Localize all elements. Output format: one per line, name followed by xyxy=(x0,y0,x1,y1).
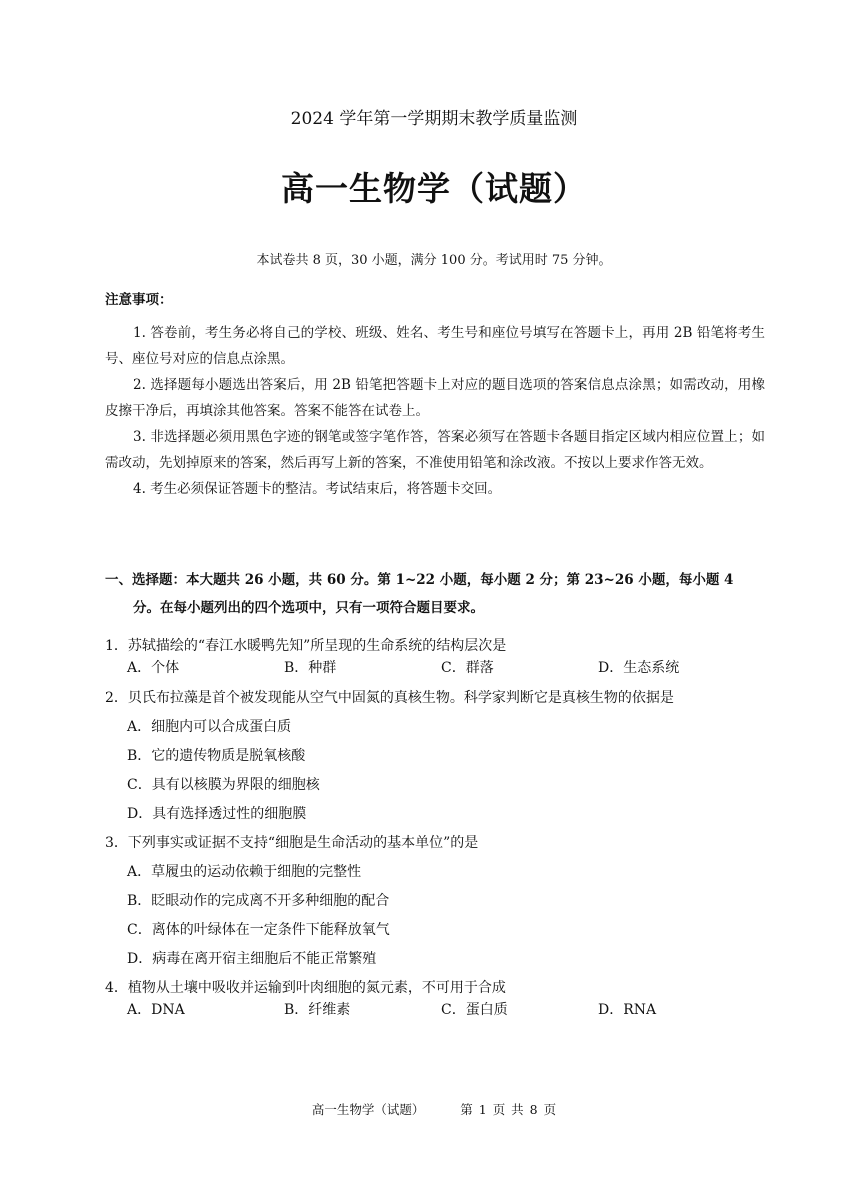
option-group xyxy=(105,713,765,829)
option-d: D．RNA xyxy=(598,1002,657,1018)
question-stem: 2．贝氏布拉藻是首个被发现能从空气中固氮的真核生物。科学家判断它是真核生物的依据是 xyxy=(105,690,674,706)
option-b: B．种群 xyxy=(284,660,337,676)
option-a: A．个体 xyxy=(127,660,180,676)
option-a: A．DNA xyxy=(127,1002,185,1018)
question-list xyxy=(105,632,765,1026)
question-stem: 3．下列事实或证据不支持“细胞是生命活动的基本单位”的是 xyxy=(105,835,479,851)
notice-item: 1. 答卷前，考生务必将自己的学校、班级、姓名、考生号和座位号填写在答题卡上，再用 2B 铅笔将考生号、座位号对应的信息点涂黑。 xyxy=(105,325,765,367)
section-heading-line1: 一、选择题：本大题共 26 小题，共 60 分。第 1~22 小题，每小题 2 分；第 23~26 小题，每小题 4 xyxy=(105,572,734,588)
page-footer xyxy=(0,1100,868,1118)
footer-page-number: 第 1 页 共 8 页 xyxy=(460,1102,557,1117)
option-d: D．具有选择透过性的细胞膜 xyxy=(127,806,307,822)
question-3 xyxy=(105,829,765,974)
option-c: C．蛋白质 xyxy=(441,1002,508,1018)
option-c: C．群落 xyxy=(441,660,494,676)
notice-title: 注意事项： xyxy=(105,292,173,308)
exam-info: 本试卷共 8 页，30 小题，满分 100 分。考试用时 75 分钟。 xyxy=(256,253,612,268)
option-a: A．草履虫的运动依赖于细胞的完整性 xyxy=(127,864,362,880)
option-b: B．眨眼动作的完成离不开多种细胞的配合 xyxy=(127,893,390,909)
option-group xyxy=(105,858,765,974)
option-c: C．离体的叶绿体在一定条件下能释放氧气 xyxy=(127,922,390,938)
page-title: 高一生物学（试题） xyxy=(281,169,587,208)
option-c: C．具有以核膜为界限的细胞核 xyxy=(127,777,320,793)
section-heading-line2: 分。在每小题列出的四个选项中，只有一项符合题目要求。 xyxy=(133,600,484,616)
option-b: B．纤维素 xyxy=(284,1002,351,1018)
question-1 xyxy=(105,632,765,680)
option-d: D．病毒在离开宿主细胞后不能正常繁殖 xyxy=(127,951,377,967)
notice-item: 4. 考生必须保证答题卡的整洁。考试结束后，将答题卡交回。 xyxy=(133,481,502,497)
footer-subject: 高一生物学（试题） xyxy=(311,1102,425,1117)
section-heading xyxy=(105,566,765,622)
question-stem: 1．苏轼描绘的“春江水暖鸭先知”所呈现的生命系统的结构层次是 xyxy=(105,638,507,654)
notice-item: 3. 非选择题必须用黑色字迹的钢笔或签字笔作答，答案必须写在答题卡各题目指定区域内相应位置上；如需改动，先划掉原来的答案，然后再写上新的答案，不准使用铅笔和涂改液。不按以上要求作答无效。 xyxy=(105,429,765,471)
question-stem: 4．植物从土壤中吸收并运输到叶肉细胞的氮元素，不可用于合成 xyxy=(105,980,506,996)
notice-item: 2. 选择题每小题选出答案后，用 2B 铅笔把答题卡上对应的题目选项的答案信息点涂黑；如需改动，用橡皮擦干净后，再填涂其他答案。答案不能答在试卷上。 xyxy=(105,377,765,419)
option-group xyxy=(105,657,765,680)
option-a: A．细胞内可以合成蛋白质 xyxy=(127,719,292,735)
question-2 xyxy=(105,684,765,829)
notice-list xyxy=(105,320,765,502)
question-4 xyxy=(105,974,765,1022)
exam-name: 2024 学年第一学期期末教学质量监测 xyxy=(290,109,578,129)
option-b: B．它的遗传物质是脱氧核酸 xyxy=(127,748,306,764)
option-d: D．生态系统 xyxy=(598,660,680,676)
option-group xyxy=(105,999,765,1022)
